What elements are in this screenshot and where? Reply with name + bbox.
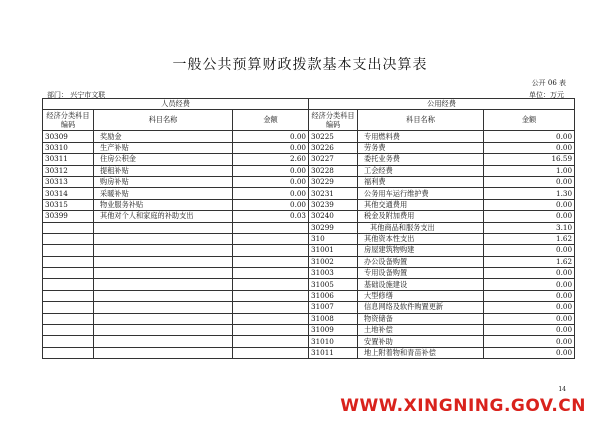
- right-name-cell: 安置补助: [358, 336, 484, 347]
- right-name-cell: 专用燃料费: [358, 131, 484, 142]
- left-code-cell: [43, 222, 94, 233]
- right-code-cell: 30225: [309, 131, 358, 142]
- left-name-cell: 住房公积金: [94, 154, 233, 165]
- right-name-cell: 基础设施建设: [358, 279, 484, 290]
- right-code-cell: 31006: [309, 290, 358, 301]
- left-code-header: 经济分类科目编码: [43, 110, 94, 131]
- left-code-cell: 30314: [43, 188, 94, 199]
- left-name-header: 科目名称: [94, 110, 233, 131]
- right-name-cell: 物资储备: [358, 313, 484, 324]
- right-amount-header: 金额: [484, 110, 575, 131]
- left-name-cell: [94, 347, 233, 358]
- left-amount-cell: [233, 256, 309, 267]
- left-code-cell: [43, 347, 94, 358]
- site-watermark: WWW.XINGNING.GOV.CN: [340, 396, 586, 416]
- left-name-cell: [94, 313, 233, 324]
- left-name-cell: 其他对个人和家庭的补助支出: [94, 211, 233, 222]
- right-amount-cell: 1.00: [484, 165, 575, 176]
- right-amount-cell: 3.10: [484, 222, 575, 233]
- right-amount-cell: 0.00: [484, 245, 575, 256]
- right-name-cell: 公务用车运行维护费: [358, 188, 484, 199]
- left-code-cell: [43, 245, 94, 256]
- table-row: [43, 188, 575, 199]
- right-amount-cell: 0.00: [484, 199, 575, 210]
- right-code-cell: 31008: [309, 313, 358, 324]
- left-name-cell: [94, 325, 233, 336]
- column-header-row: [43, 110, 575, 131]
- table-row: [43, 256, 575, 267]
- left-code-cell: 30399: [43, 211, 94, 222]
- table-row: [43, 211, 575, 222]
- right-name-cell: 办公设备购置: [358, 256, 484, 267]
- table-row: [43, 199, 575, 210]
- right-amount-cell: 0.00: [484, 325, 575, 336]
- right-amount-cell: 0.00: [484, 131, 575, 142]
- expenditure-table: [42, 98, 575, 359]
- right-code-cell: 30227: [309, 154, 358, 165]
- right-code-cell: 31007: [309, 302, 358, 313]
- right-amount-cell: 0.00: [484, 176, 575, 187]
- right-code-cell: 31003: [309, 268, 358, 279]
- left-amount-cell: 0.00: [233, 188, 309, 199]
- right-code-cell: 31011: [309, 347, 358, 358]
- left-amount-cell: 0.00: [233, 165, 309, 176]
- right-name-cell: 土地补偿: [358, 325, 484, 336]
- table-code: 公开 06 表: [531, 79, 566, 87]
- personnel-group-header: 人员经费: [43, 99, 309, 110]
- left-amount-cell: [233, 302, 309, 313]
- table-row: [43, 325, 575, 336]
- right-amount-cell: 0.00: [484, 302, 575, 313]
- group-header-row: [43, 99, 575, 110]
- right-code-cell: 30231: [309, 188, 358, 199]
- left-name-cell: [94, 302, 233, 313]
- right-code-cell: 30240: [309, 211, 358, 222]
- left-code-cell: [43, 302, 94, 313]
- table-row: [43, 142, 575, 153]
- right-code-header: 经济分类科目编码: [309, 110, 358, 131]
- right-code-cell: 30229: [309, 176, 358, 187]
- right-amount-cell: 0.00: [484, 211, 575, 222]
- left-name-cell: [94, 290, 233, 301]
- right-name-cell: 工会经费: [358, 165, 484, 176]
- right-name-cell: 委托业务费: [358, 154, 484, 165]
- right-code-cell: 30228: [309, 165, 358, 176]
- right-code-cell: 310: [309, 233, 358, 244]
- document-title: 一般公共预算财政拨款基本支出决算表: [172, 57, 428, 73]
- right-name-cell: 福利费: [358, 176, 484, 187]
- left-name-cell: 提租补贴: [94, 165, 233, 176]
- right-name-cell: 其他交通费用: [358, 199, 484, 210]
- left-amount-cell: [233, 279, 309, 290]
- left-code-cell: 30310: [43, 142, 94, 153]
- right-amount-cell: 1.30: [484, 188, 575, 199]
- right-code-cell: 30299: [309, 222, 358, 233]
- right-code-cell: 31005: [309, 279, 358, 290]
- table-row: [43, 302, 575, 313]
- right-amount-cell: 16.59: [484, 154, 575, 165]
- right-amount-cell: 0.00: [484, 336, 575, 347]
- table-row: [43, 313, 575, 324]
- left-amount-cell: 0.00: [233, 131, 309, 142]
- right-amount-cell: 0.00: [484, 279, 575, 290]
- table-row: [43, 222, 575, 233]
- table-row: [43, 336, 575, 347]
- table-row: [43, 154, 575, 165]
- table-row: [43, 279, 575, 290]
- left-code-cell: 30309: [43, 131, 94, 142]
- right-amount-cell: 0.00: [484, 313, 575, 324]
- left-amount-cell: [233, 325, 309, 336]
- right-amount-cell: 1.62: [484, 233, 575, 244]
- left-amount-cell: [233, 222, 309, 233]
- left-amount-cell: 0.03: [233, 211, 309, 222]
- left-code-cell: [43, 325, 94, 336]
- right-name-cell: 地上附着物和青苗补偿: [358, 347, 484, 358]
- right-name-cell: 其他资本性支出: [358, 233, 484, 244]
- left-code-cell: [43, 336, 94, 347]
- left-code-cell: 30311: [43, 154, 94, 165]
- left-amount-cell: 2.60: [233, 154, 309, 165]
- right-name-cell: 大型修缮: [358, 290, 484, 301]
- right-amount-cell: 0.00: [484, 142, 575, 153]
- left-name-cell: 采暖补贴: [94, 188, 233, 199]
- left-code-cell: 30312: [43, 165, 94, 176]
- left-name-cell: [94, 336, 233, 347]
- left-amount-cell: [233, 233, 309, 244]
- right-amount-cell: 0.00: [484, 290, 575, 301]
- left-code-cell: [43, 279, 94, 290]
- left-amount-cell: [233, 290, 309, 301]
- right-amount-cell: 0.00: [484, 268, 575, 279]
- public-group-header: 公用经费: [309, 99, 575, 110]
- left-code-cell: [43, 268, 94, 279]
- left-amount-cell: [233, 313, 309, 324]
- left-code-cell: [43, 290, 94, 301]
- right-name-cell: 劳务费: [358, 142, 484, 153]
- left-code-cell: 30313: [43, 176, 94, 187]
- table-row: [43, 233, 575, 244]
- left-name-cell: [94, 268, 233, 279]
- department-label: 部门： 兴宁市文联: [47, 91, 106, 99]
- left-code-cell: [43, 313, 94, 324]
- left-name-cell: 购房补贴: [94, 176, 233, 187]
- right-code-cell: 31001: [309, 245, 358, 256]
- table-row: [43, 245, 575, 256]
- left-name-cell: 奖励金: [94, 131, 233, 142]
- table-row: [43, 176, 575, 187]
- left-code-cell: [43, 233, 94, 244]
- left-name-cell: [94, 233, 233, 244]
- table-row: [43, 268, 575, 279]
- table-row: [43, 290, 575, 301]
- right-name-cell: 其他商品和服务支出: [358, 222, 484, 233]
- right-code-cell: 30226: [309, 142, 358, 153]
- right-name-cell: 信息网络及软件购置更新: [358, 302, 484, 313]
- left-amount-cell: [233, 347, 309, 358]
- left-amount-cell: 0.00: [233, 176, 309, 187]
- table-row: [43, 165, 575, 176]
- right-name-header: 科目名称: [358, 110, 484, 131]
- left-name-cell: [94, 245, 233, 256]
- left-amount-cell: 0.00: [233, 142, 309, 153]
- left-amount-cell: [233, 336, 309, 347]
- left-name-cell: [94, 256, 233, 267]
- left-amount-cell: [233, 268, 309, 279]
- table-row: [43, 347, 575, 358]
- left-name-cell: 生产补贴: [94, 142, 233, 153]
- right-amount-cell: 0.00: [484, 347, 575, 358]
- right-amount-cell: 1.62: [484, 256, 575, 267]
- unit-label: 单位：万元: [529, 91, 564, 99]
- right-code-cell: 31010: [309, 336, 358, 347]
- left-code-cell: 30315: [43, 199, 94, 210]
- page-number: 14: [558, 386, 566, 393]
- right-name-cell: 房屋建筑物购建: [358, 245, 484, 256]
- table-row: [43, 131, 575, 142]
- left-amount-header: 金额: [233, 110, 309, 131]
- right-name-cell: 税金及附加费用: [358, 211, 484, 222]
- right-code-cell: 30239: [309, 199, 358, 210]
- left-name-cell: 物业服务补贴: [94, 199, 233, 210]
- left-name-cell: [94, 279, 233, 290]
- left-code-cell: [43, 256, 94, 267]
- left-name-cell: [94, 222, 233, 233]
- right-name-cell: 专用设备购置: [358, 268, 484, 279]
- right-code-cell: 31002: [309, 256, 358, 267]
- left-amount-cell: 0.00: [233, 199, 309, 210]
- left-amount-cell: [233, 245, 309, 256]
- right-code-cell: 31009: [309, 325, 358, 336]
